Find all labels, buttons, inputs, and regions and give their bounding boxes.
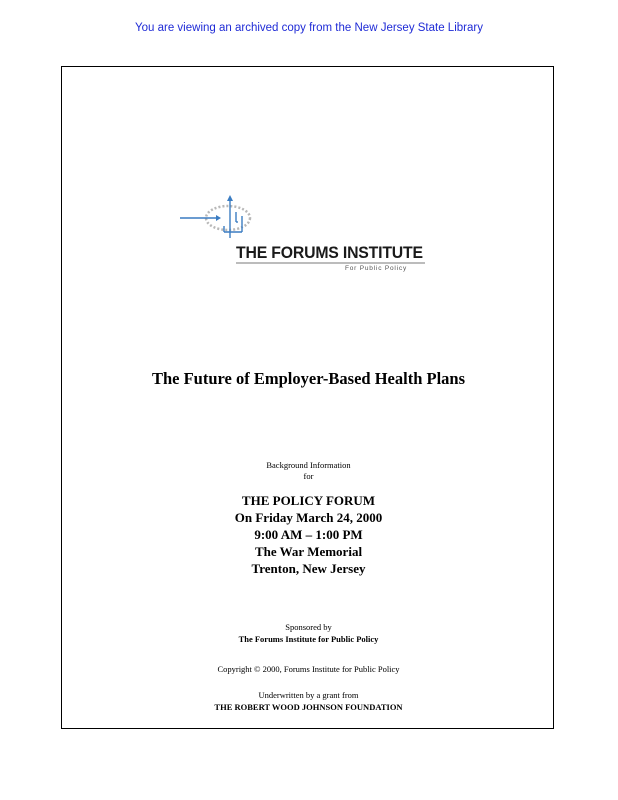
logo-wordmark: THE FORUMS INSTITUTE bbox=[236, 243, 423, 262]
forum-location: Trenton, New Jersey bbox=[251, 561, 366, 576]
background-info-for: for bbox=[303, 471, 314, 481]
archive-notice: You are viewing an archived copy from the New Jersey State Library bbox=[135, 22, 483, 34]
forum-details bbox=[62, 492, 555, 577]
forum-venue: The War Memorial bbox=[254, 544, 363, 559]
copyright-notice: Copyright © 2000, Forums Institute for Public Policy bbox=[217, 664, 400, 674]
forums-institute-logo bbox=[180, 192, 425, 282]
underwritten-label: Underwritten by a grant from bbox=[258, 690, 359, 700]
document-title: The Future of Employer-Based Health Plans bbox=[151, 369, 466, 388]
background-info bbox=[62, 460, 555, 482]
sponsor-name: The Forums Institute for Public Policy bbox=[238, 634, 379, 644]
foundation-name: THE ROBERT WOOD JOHNSON FOUNDATION bbox=[214, 702, 403, 712]
document-page bbox=[61, 66, 554, 729]
background-info-label: Background Information bbox=[266, 460, 351, 470]
sponsor-info bbox=[62, 621, 555, 645]
forum-time: 9:00 AM – 1:00 PM bbox=[254, 527, 363, 542]
sponsored-by-label: Sponsored by bbox=[285, 622, 332, 632]
underwriter-info bbox=[62, 689, 555, 713]
logo-subtitle: For Public Policy bbox=[345, 265, 408, 272]
forum-date: On Friday March 24, 2000 bbox=[234, 510, 383, 525]
forum-name: THE POLICY FORUM bbox=[241, 493, 376, 508]
